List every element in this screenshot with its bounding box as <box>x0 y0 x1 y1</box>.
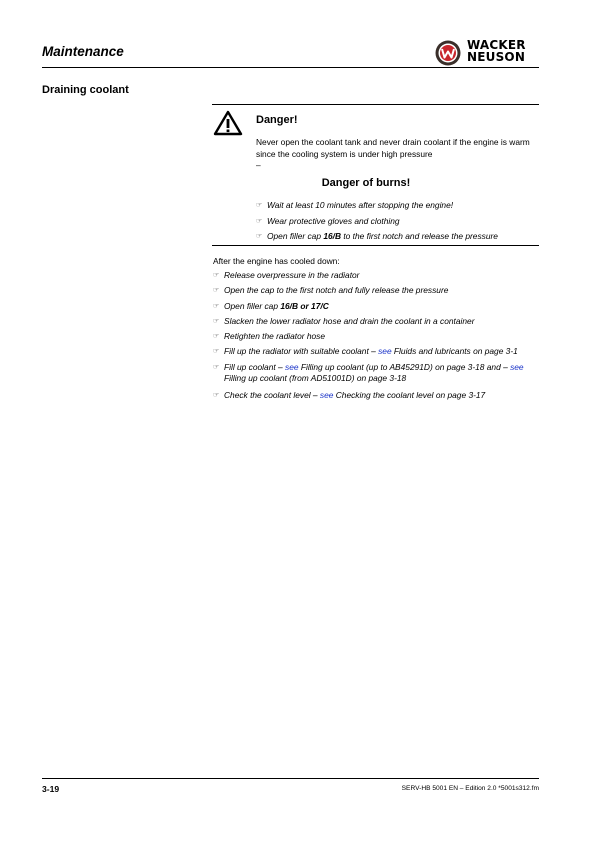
danger-bottom-divider <box>212 245 539 246</box>
pointing-hand-icon: ☞ <box>213 272 220 279</box>
danger-list-item: ☞ Open filler cap 16/B to the first notch and release the pressure <box>256 229 536 245</box>
steps-list <box>213 268 543 403</box>
step-item: ☞ Retighten the radiator hose <box>213 329 543 344</box>
brand-logo <box>435 38 541 68</box>
see-link[interactable]: see <box>319 389 334 400</box>
brand-wordmark <box>467 39 526 63</box>
pointing-hand-icon: ☞ <box>256 202 263 209</box>
pointing-hand-icon: ☞ <box>213 391 220 399</box>
steps-intro: After the engine has cooled down: <box>213 256 340 266</box>
pointing-hand-icon: ☞ <box>213 348 220 356</box>
brand-line-1: WACKER <box>467 38 526 52</box>
step-item: ☞ Open filler cap 16/B or 17/C <box>213 299 543 314</box>
danger-text: Never open the coolant tank and never drain coolant if the engine is warm since the cooling system is under high pressure <box>256 137 530 159</box>
danger-instruction-list <box>256 198 536 245</box>
header-divider <box>42 67 539 68</box>
page-number: 3-19 <box>42 784 60 794</box>
warning-triangle-icon <box>213 110 243 136</box>
section-title: Maintenance <box>42 44 124 59</box>
step-item: ☞ Release overpressure in the radiator <box>213 268 543 283</box>
pointing-hand-icon: ☞ <box>256 217 263 225</box>
danger-dash: – <box>256 160 261 170</box>
step-item: ☞ Open the cap to the first notch and fully release the pressure <box>213 283 543 298</box>
danger-top-divider <box>212 104 539 105</box>
pointing-hand-icon: ☞ <box>213 317 220 325</box>
see-link[interactable]: see <box>510 361 524 372</box>
see-link[interactable]: see <box>378 346 392 357</box>
pointing-hand-icon: ☞ <box>213 333 220 341</box>
pointing-hand-icon: ☞ <box>256 233 263 240</box>
brand-line-2: NEUSON <box>467 50 526 64</box>
danger-list-item: ☞ Wear protective gloves and clothing <box>256 214 536 230</box>
danger-list-item: ☞ Wait at least 10 minutes after stopping the engine! <box>256 198 536 214</box>
step-item: ☞ Slacken the lower radiator hose and drain the coolant in a container <box>213 314 543 329</box>
document-reference: SERV-HB 5001 EN – Edition 2.0 *5001s312.fm <box>401 785 539 792</box>
step-item: ☞ Check the coolant level – see Checking the coolant level on page 3-17 <box>213 388 543 403</box>
pointing-hand-icon: ☞ <box>213 287 220 295</box>
pointing-hand-icon: ☞ <box>213 302 220 310</box>
step-item: ☞ Fill up the radiator with suitable coolant – see Fluids and lubricants on page 3-1 <box>213 344 543 359</box>
pointing-hand-icon: ☞ <box>213 363 220 371</box>
danger-title: Danger! <box>256 114 298 126</box>
burns-warning-title: Danger of burns! <box>321 177 411 189</box>
wacker-neuson-logo-icon <box>435 40 461 66</box>
subheading: Draining coolant <box>42 84 129 96</box>
see-link[interactable]: see <box>285 361 299 372</box>
step-item: ☞ Fill up coolant – see Filling up coolant (up to AB45291D) on page 3-18 and – see Filling up coolant (from AD51001D) on page 3-18 <box>213 361 524 384</box>
footer-divider <box>42 778 539 779</box>
